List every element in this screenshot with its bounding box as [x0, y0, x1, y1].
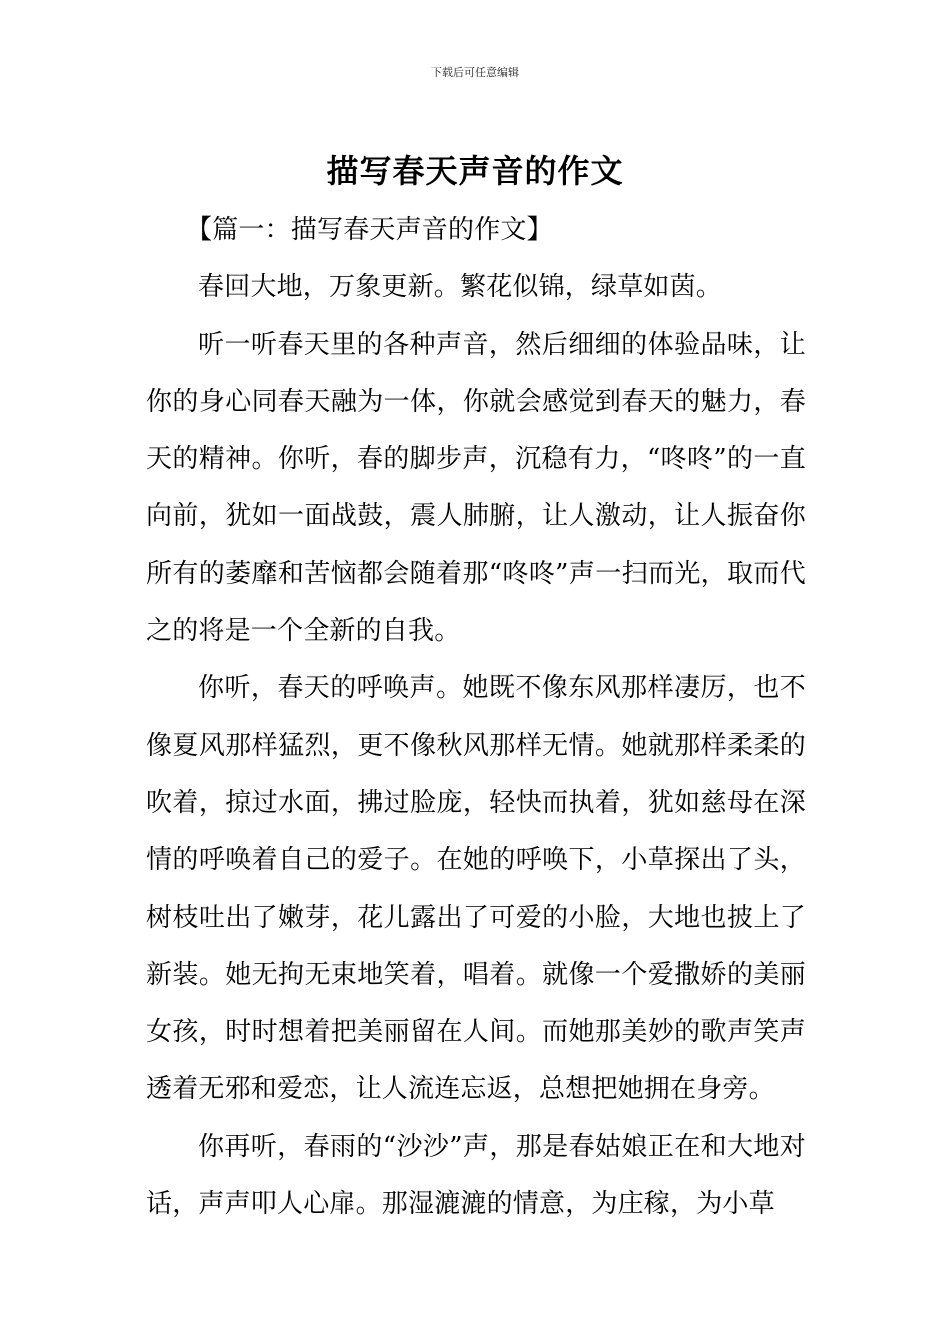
document-title: 描写春天声音的作文: [326, 152, 624, 191]
paragraph-3: 你听，春天的呼唤声。她既不像东风那样凄厉，也不像夏风那样猛烈，更不像秋风那样无情。她就那样柔柔的吹着，掠过水面，拂过脸庞，轻快而执着，犹如慈母在深情的呼唤着自己的爱子。在她的呼唤下，小草探出了头，树枝吐出了嫩芽，花儿露出了可爱的小脸，大地也披上了新装。她无拘无束地笑着，唱着。就像一个爱撒娇的美丽女孩，时时想着把美丽留在人间。而她那美妙的歌声笑声透着无邪和爱恋，让人流连忘返，总想把她拥在身旁。: [146, 673, 806, 1105]
paragraph-1: 春回大地，万象更新。繁花似锦，绿草如茵。: [198, 272, 723, 303]
page-header: 下载后可任意编辑: [431, 66, 519, 79]
section-heading: 【篇一：描写春天声音的作文】: [186, 215, 553, 245]
document-body: [146, 202, 806, 1233]
paragraph-4: 你再听，春雨的“沙沙”声，那是春姑娘正在和大地对话，声声叩人心扉。那湿漉漉的情意，为庄稼，为小草: [146, 1131, 806, 1220]
paragraph-2: 听一听春天里的各种声音，然后细细的体验品味，让你的身心同春天融为一体，你就会感觉到春天的魅力，春天的精神。你听，春的脚步声，沉稳有力，“咚咚”的一直向前，犹如一面战鼓，震人肺腑，让人激动，让人振奋你所有的萎靡和苦恼都会随着那“咚咚”声一扫而光，取而代之的将是一个全新的自我。: [146, 329, 806, 647]
